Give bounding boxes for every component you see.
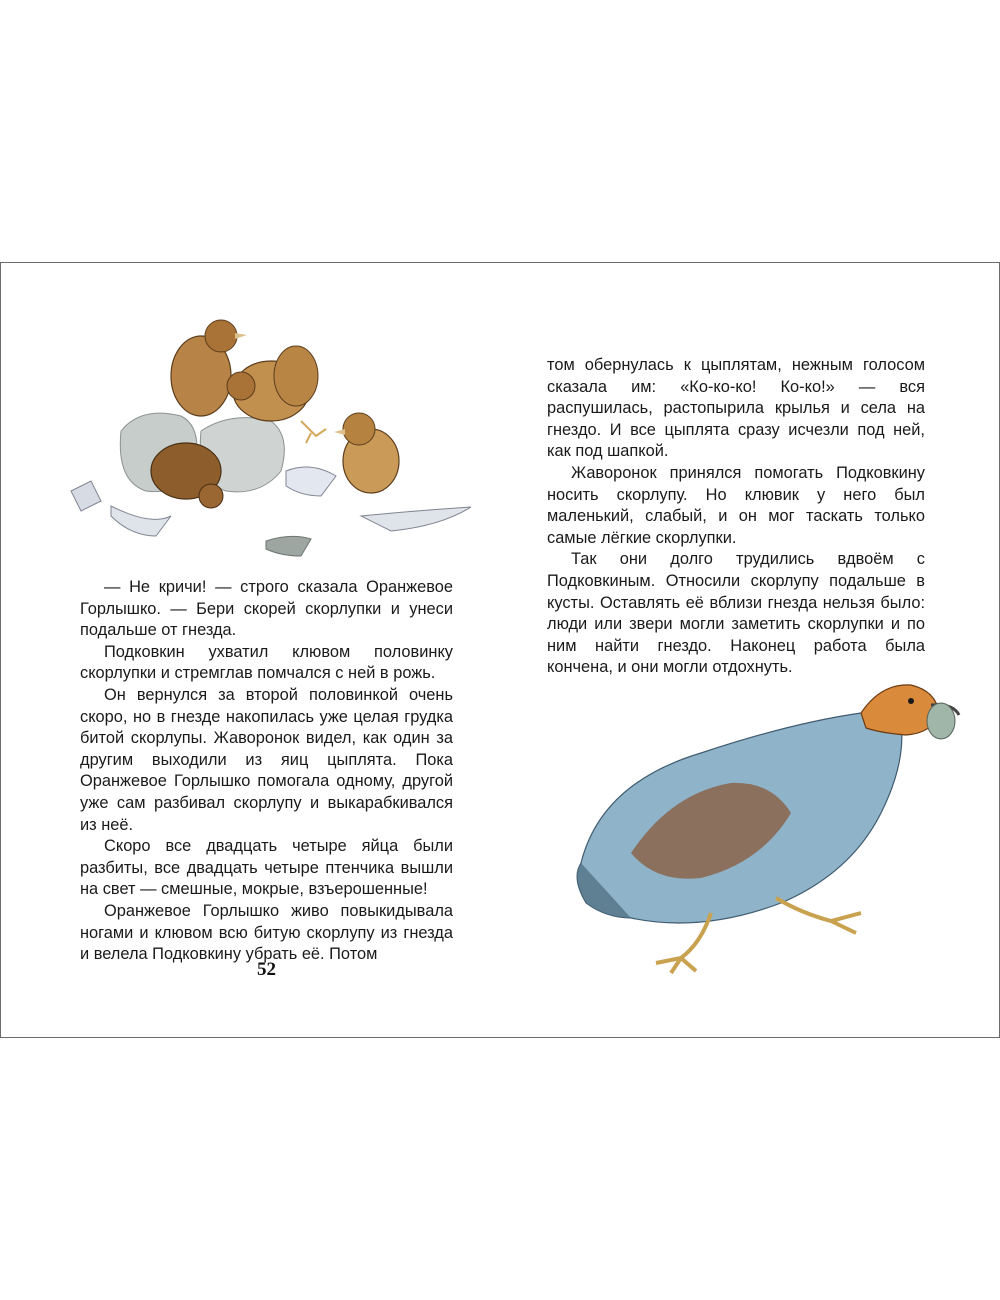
paragraph: Он вернулся за второй половинкой очень скоро, но в гнезде накопилась уже целая грудка битой скорлупы. Жаворонок видел, как один за другим выходили из яиц цыплята. Пока Оранжевое Горлышко помогала одному, другой уже сам разбивал скорлупу и выкарабкивался из неё. [80,685,453,834]
chicks-illustration [61,311,481,566]
paragraph: Скоро все двадцать четыре яйца были разбиты, все двадцать четыре птенчика вышли на свет — смешные, мокрые, взъерошенные! [80,837,453,899]
page-number: 52 [257,959,276,980]
paragraph: Подковкин ухватил клювом половинку скорлупки и стремглав помчался с ней в рожь. [80,642,453,683]
right-column-text [547,355,925,679]
paragraph: Жаворонок принялся помогать Подковкину носить скорлупу. Но клювик у него был маленький, слабый, и он мог таскать только самые лёгкие скорлупки. [547,463,925,547]
paragraph: Так они долго трудились вдвоём с Подковкиным. Относили скорлупу подальше в кусты. Оставлять её вблизи гнезда нельзя было: люди или звери могли заметить скорлупки и по ним найти гнездо. Наконец работа была кончена, и они могли отдохнуть. [547,550,925,677]
left-column-text [80,577,453,966]
paragraph: — Не кричи! — строго сказала Оранжевое Горлышко. — Бери скорей скорлупки и унеси подальше от гнезда. [80,578,453,640]
paragraph: Оранжевое Горлышко живо повыкидывала ногами и клювом всю битую скорлупу из гнезда и велела Подковкину убрать её. Потом [80,901,453,964]
partridge-illustration [561,663,981,983]
paragraph: том обернулась к цыплятам, нежным голосом сказала им: «Ко-ко-ко! Ко-ко!» — вся распушилась, растопырила крылья и села на гнездо. И все цыплята сразу исчезли под ней, как под шапкой. [547,356,925,461]
book-spread [0,262,1000,1038]
